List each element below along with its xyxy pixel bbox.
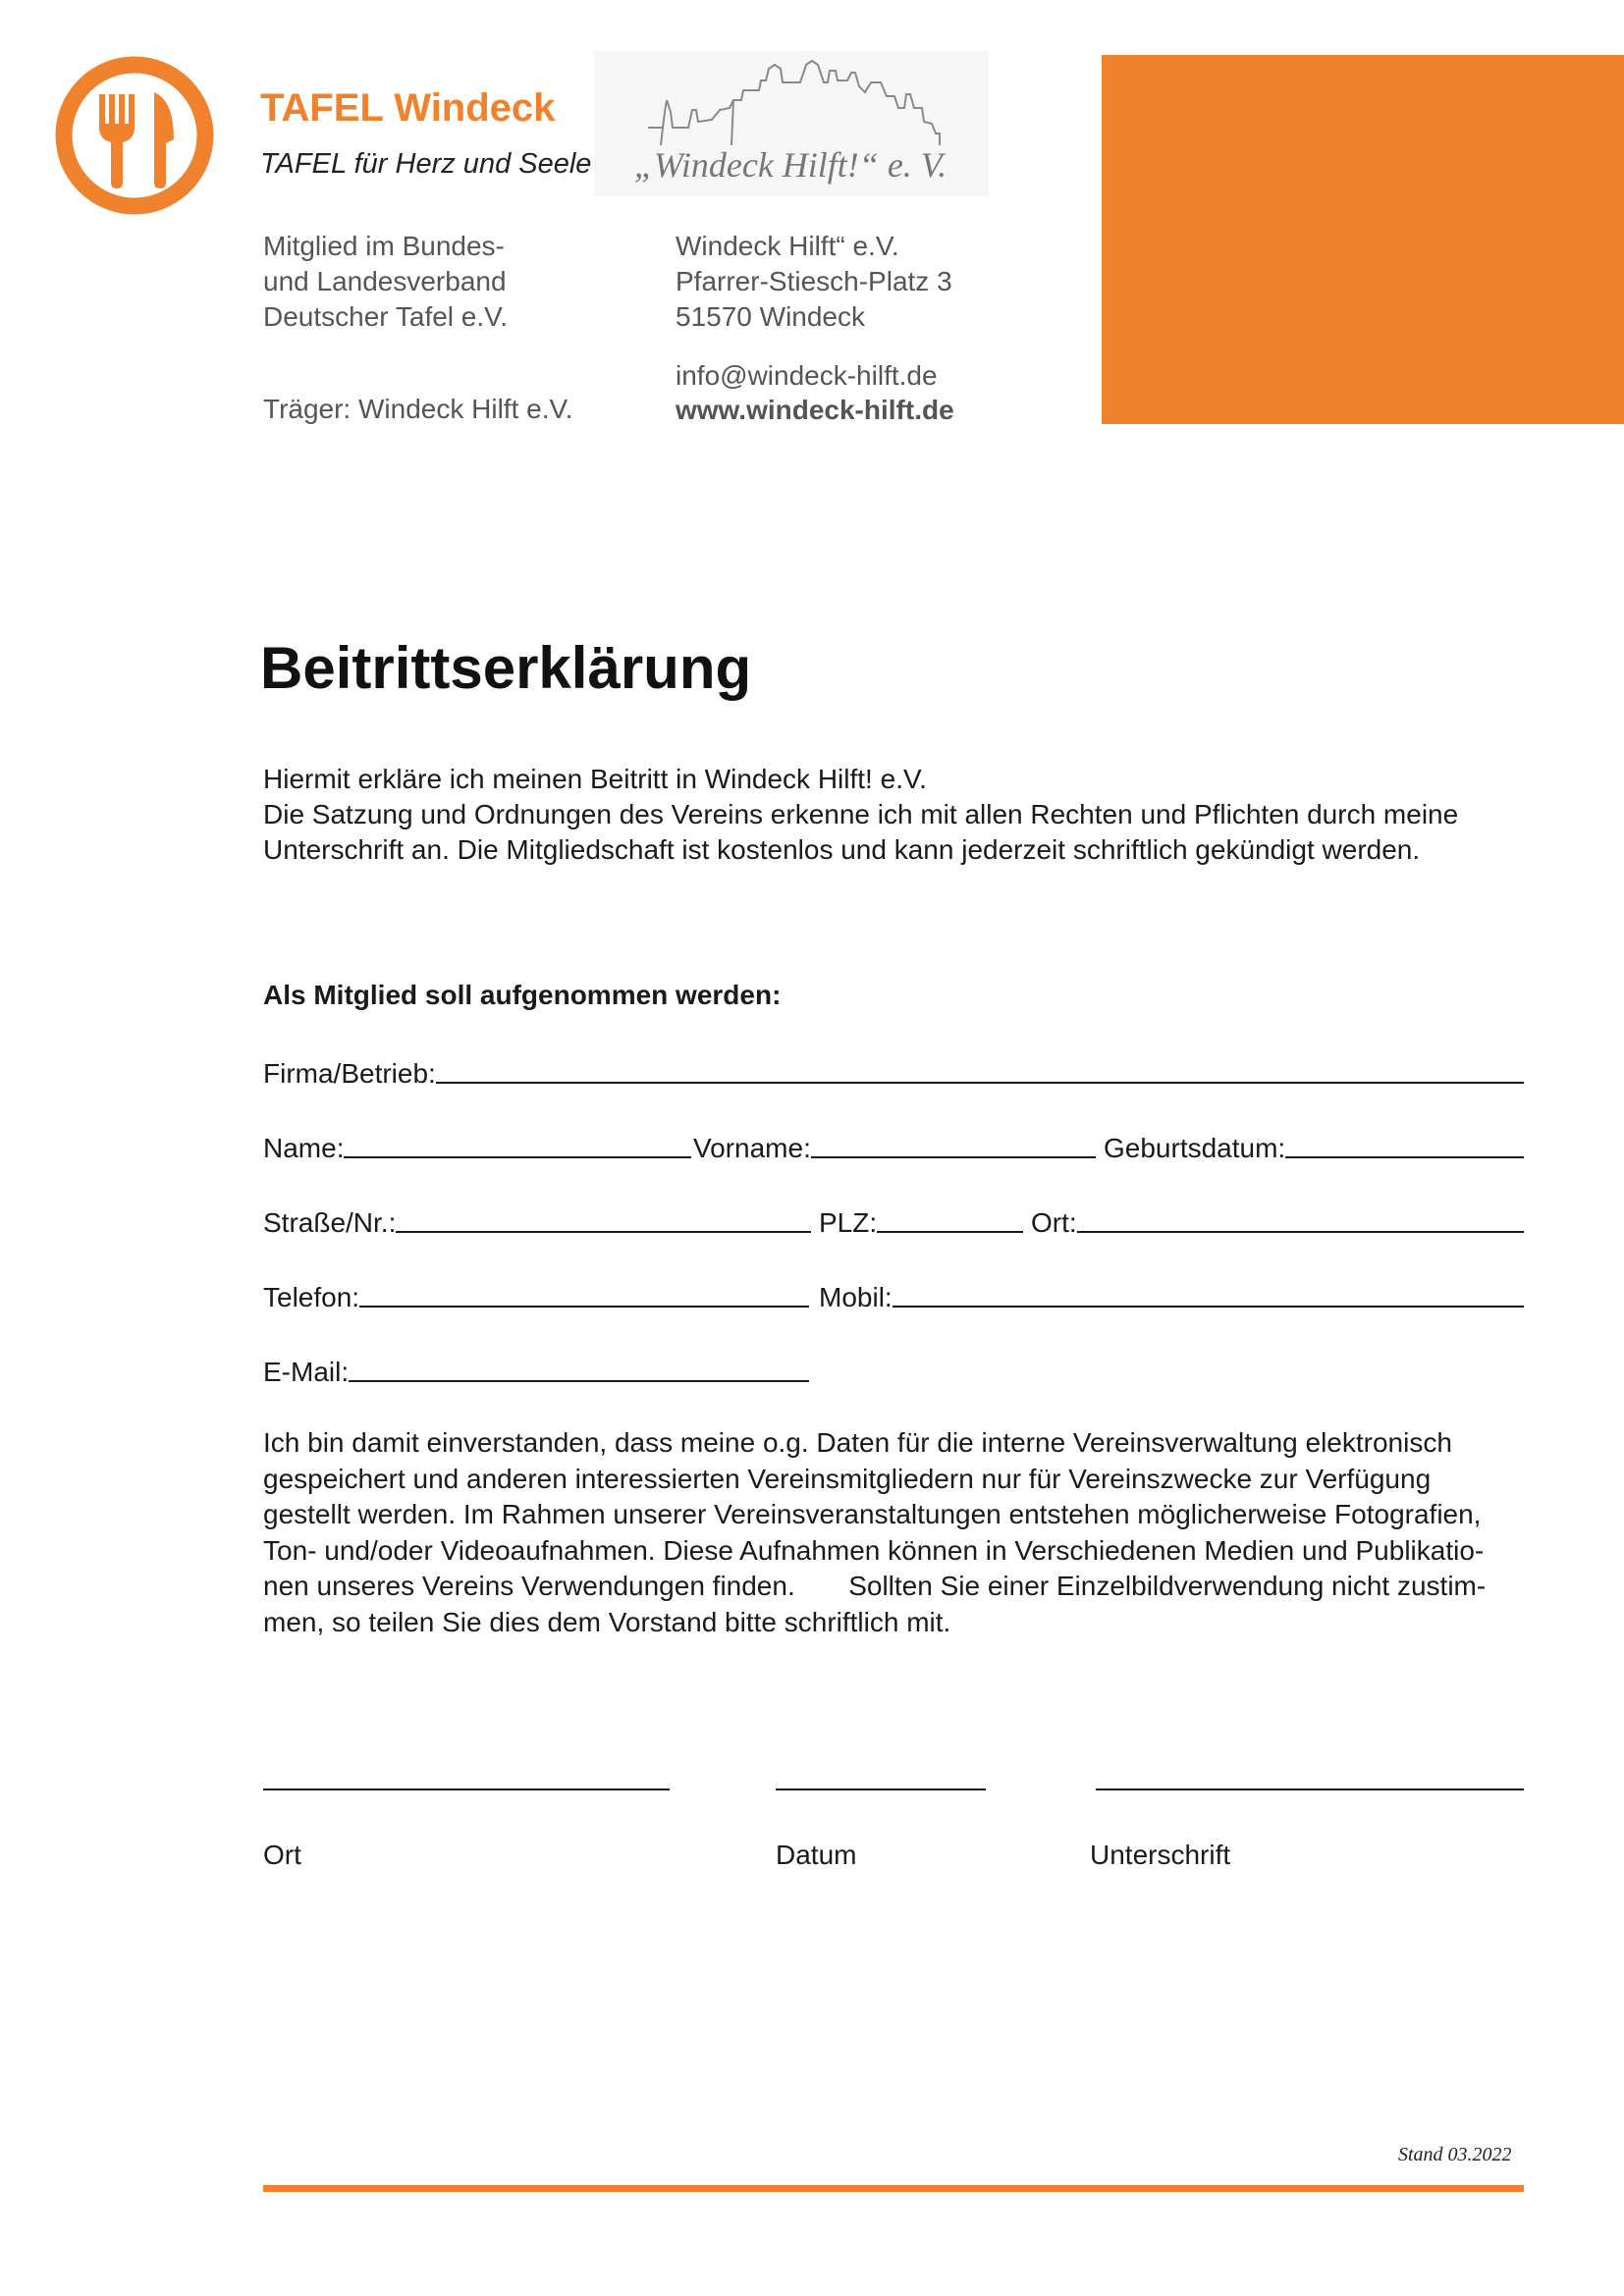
membership-info xyxy=(263,229,508,335)
plz-input-line[interactable] xyxy=(877,1231,1023,1233)
document-title: Beitrittserklärung xyxy=(260,635,752,701)
windeck-hilft-logo xyxy=(594,51,989,196)
tafel-subtitle: TAFEL für Herz und Seele xyxy=(260,148,592,180)
mobil-field[interactable] xyxy=(819,1276,1524,1313)
name-input-line[interactable] xyxy=(344,1156,691,1158)
membership-line: Mitglied im Bundes- xyxy=(263,231,505,261)
firma-label: Firma/Betrieb: xyxy=(263,1058,436,1089)
plz-field[interactable] xyxy=(819,1201,1023,1239)
vorname-input-line[interactable] xyxy=(811,1156,1096,1158)
address-line: 51570 Windeck xyxy=(676,301,866,332)
stand-note: Stand 03.2022 xyxy=(1398,2144,1512,2165)
unterschrift-signature-label: Unterschrift xyxy=(1090,1840,1231,1870)
ort-input-line[interactable] xyxy=(1077,1231,1524,1233)
orange-accent-block xyxy=(1102,55,1624,424)
intro-paragraph xyxy=(263,762,1458,868)
email-field[interactable] xyxy=(263,1351,809,1388)
consent-line: men, so teilen Sie dies dem Vorstand bitte schriftlich mit. xyxy=(263,1606,951,1637)
ort-signature-line[interactable] xyxy=(263,1789,670,1790)
firma-input-line[interactable] xyxy=(436,1082,1524,1084)
membership-line: und Landesverband xyxy=(263,266,507,296)
strasse-field[interactable] xyxy=(263,1201,811,1239)
footer-bar xyxy=(263,2185,1524,2192)
mobil-input-line[interactable] xyxy=(893,1306,1524,1308)
intro-line: Die Satzung und Ordnungen des Vereins erkenne ich mit allen Rechten und Pflichten durch meine xyxy=(263,799,1459,829)
address-line: Windeck Hilft“ e.V. xyxy=(676,231,899,261)
membership-line: Deutscher Tafel e.V. xyxy=(263,301,509,332)
telefon-field[interactable] xyxy=(263,1276,809,1313)
intro-line: Unterschrift an. Die Mitgliedschaft ist kostenlos und kann jederzeit schriftlich gekündigt werden. xyxy=(263,834,1421,865)
name-label: Name: xyxy=(263,1133,345,1163)
plz-label: PLZ: xyxy=(819,1207,878,1238)
email-label: E-Mail: xyxy=(263,1357,350,1387)
address-line: Pfarrer-Stiesch-Platz 3 xyxy=(676,266,952,296)
fork-knife-icon xyxy=(54,55,215,216)
website-link[interactable]: www.windeck-hilft.de xyxy=(676,395,954,425)
ort-label: Ort: xyxy=(1031,1207,1077,1238)
geburtsdatum-input-line[interactable] xyxy=(1285,1156,1524,1158)
ort-signature-label: Ort xyxy=(263,1840,301,1870)
address-block xyxy=(676,229,952,335)
consent-line: gestellt werden. Im Rahmen unserer Vereinsveranstaltungen entstehen möglicherweise Fotografien, xyxy=(263,1499,1482,1529)
mobil-label: Mobil: xyxy=(819,1282,893,1312)
consent-line: nen unseres Vereins Verwendungen finden. Sollten Sie einer Einzelbildverwendung nicht zustim- xyxy=(263,1571,1487,1601)
name-field[interactable] xyxy=(263,1127,691,1164)
email-link[interactable]: info@windeck-hilft.de xyxy=(676,360,938,391)
windeck-hilft-logo-text: „Windeck Hilft!“ e. V. xyxy=(633,145,947,185)
tafel-title: TAFEL Windeck xyxy=(260,86,556,130)
telefon-label: Telefon: xyxy=(263,1282,360,1312)
vorname-label: Vorname: xyxy=(693,1133,811,1163)
telefon-input-line[interactable] xyxy=(359,1306,809,1308)
intro-line: Hiermit erkläre ich meinen Beitritt in Windeck Hilft! e.V. xyxy=(263,764,927,794)
email-input-line[interactable] xyxy=(349,1380,809,1382)
vorname-field[interactable] xyxy=(693,1127,1096,1164)
strasse-label: Straße/Nr.: xyxy=(263,1207,397,1238)
consent-paragraph xyxy=(263,1425,1486,1640)
geburtsdatum-label: Geburtsdatum: xyxy=(1104,1133,1286,1163)
strasse-input-line[interactable] xyxy=(396,1231,811,1233)
firma-field[interactable] xyxy=(263,1052,1524,1090)
traeger-text: Träger: Windeck Hilft e.V. xyxy=(263,394,573,424)
consent-line: gespeichert und anderen interessierten Vereinsmitgliedern nur für Vereinszwecke zur Verfügung xyxy=(263,1463,1432,1494)
consent-line: Ton- und/oder Videoaufnahmen. Diese Aufnahmen können in Verschiedenen Medien und Publikatio- xyxy=(263,1534,1485,1566)
consent-line: Ich bin damit einverstanden, dass meine o.g. Daten für die interne Vereinsverwaltung elektronisch xyxy=(263,1427,1452,1458)
datum-signature-line[interactable] xyxy=(776,1789,986,1790)
geburtsdatum-field[interactable] xyxy=(1104,1127,1524,1164)
datum-signature-label: Datum xyxy=(776,1840,857,1870)
section-heading: Als Mitglied soll aufgenommen werden: xyxy=(263,980,782,1010)
unterschrift-signature-line[interactable] xyxy=(1096,1789,1524,1790)
ort-field[interactable] xyxy=(1031,1201,1524,1239)
